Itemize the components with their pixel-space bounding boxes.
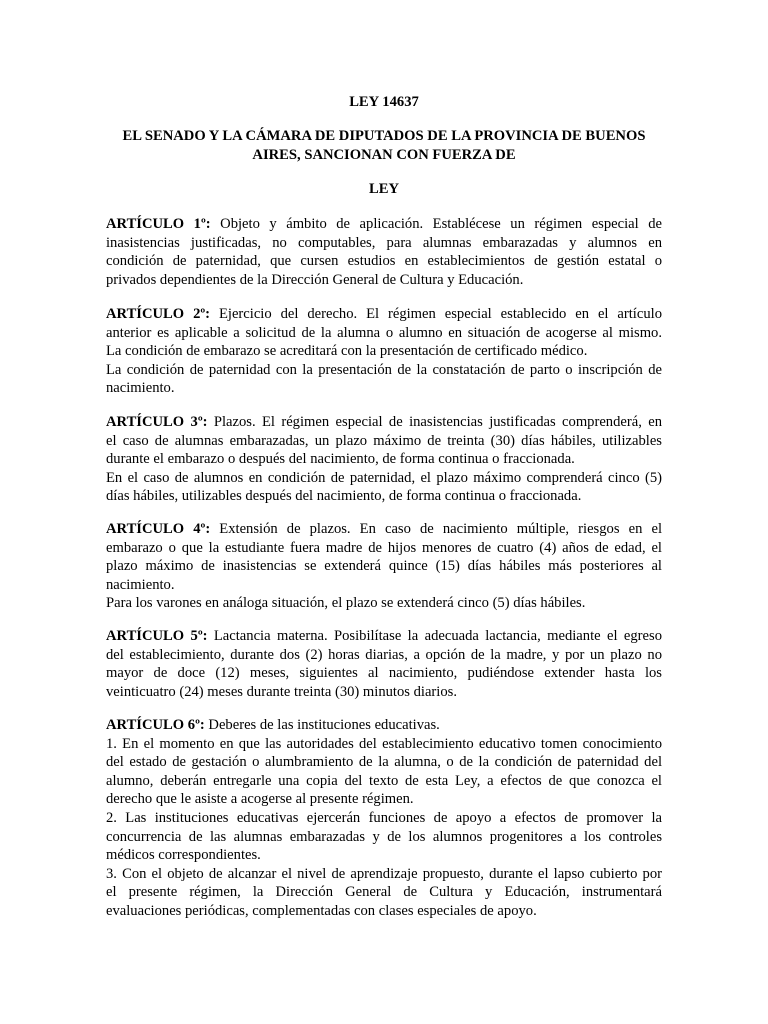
article-line: La condición de embarazo se acreditará con la presentación de certificado médico. — [106, 343, 588, 360]
law-number: LEY 14637 — [349, 94, 419, 110]
article-text: Objeto y ámbito de aplicación. Establécese un régimen especial de — [210, 216, 662, 232]
article-text: Deberes de las instituciones educativas. — [204, 717, 440, 733]
article-line: Para los varones en análoga situación, el plazo se extenderá cinco (5) días hábiles. — [106, 595, 586, 612]
article-line: inasistencias justificadas, no computables, para alumnas embarazadas y alumnos en — [106, 234, 662, 251]
article-label: ARTÍCULO 3º: — [106, 414, 208, 430]
article-line — [106, 305, 662, 324]
article-line: En el caso de alumnos en condición de paternidad, el plazo máximo comprenderá cinco (5) — [106, 469, 662, 486]
ley-title: LEY — [368, 181, 399, 197]
article-line — [106, 716, 662, 735]
article-line: evaluaciones periódicas, complementadas con clases especiales de apoyo. — [106, 902, 537, 919]
article-line: médicos correspondientes. — [106, 847, 261, 864]
article-line — [106, 413, 662, 432]
article-label: ARTÍCULO 5º: — [106, 628, 208, 644]
enacting-heading — [106, 127, 662, 164]
article-line — [106, 520, 662, 539]
article-line: 2. Las instituciones educativas ejercerán funciones de apoyo a efectos de promover la — [106, 809, 662, 826]
article-4 — [106, 520, 662, 613]
article-line: privados dependientes de la Dirección General de Cultura y Educación. — [106, 271, 524, 288]
heading-line: EL SENADO Y LA CÁMARA DE DIPUTADOS DE LA PROVINCIA DE BUENOS — [122, 128, 646, 144]
article-line: 3. Con el objeto de alcanzar el nivel de aprendizaje propuesto, durante el lapso cubierto por — [106, 865, 662, 882]
article-6 — [106, 716, 662, 921]
article-line: días hábiles, utilizables después del nacimiento, de forma continua o fraccionada. — [106, 488, 582, 505]
article-line: alumno, deberán entregarle una copia del texto de esta Ley, a efectos de que conozca el — [106, 772, 662, 789]
article-line: veinticuatro (24) meses durante treinta (30) minutos diarios. — [106, 683, 457, 700]
article-line: el caso de alumnas embarazadas, un plazo máximo de treinta (30) días hábiles, utilizables — [106, 432, 662, 449]
article-line: nacimiento. — [106, 576, 175, 593]
article-line: derecho que le asiste a acogerse al presente régimen. — [106, 791, 414, 808]
article-5 — [106, 627, 662, 701]
article-text: Extensión de plazos. En caso de nacimiento múltiple, riesgos en el — [210, 521, 662, 537]
article-line: embarazo o que la estudiante fuera madre de hijos menores de cuatro (4) años de edad, el — [106, 539, 662, 556]
article-line: nacimiento. — [106, 380, 175, 397]
article-line: mayor de doce (12) meses, siguientes al nacimiento, pudiéndose extender hasta los — [106, 665, 662, 682]
article-label: ARTÍCULO 1º: — [106, 216, 211, 232]
article-text: Lactancia materna. Posibilítase la adecuada lactancia, mediante el egreso — [207, 628, 662, 644]
article-label: ARTÍCULO 6º: — [106, 717, 205, 733]
article-line: concurrencia de las alumnas embarazadas y de los alumnos progenitores a los controles — [106, 828, 662, 845]
article-line: durante el embarazo o después del nacimiento, de forma continua o fraccionada. — [106, 451, 575, 468]
article-line: anterior es aplicable a solicitud de la alumna o alumno en situación de acogerse al mismo. — [106, 324, 662, 341]
article-line: del estado de gestación o alumbramiento de la alumna, o de la condición de paternidad del — [106, 754, 662, 771]
article-2 — [106, 305, 662, 398]
article-line — [106, 627, 662, 646]
article-line: del establecimiento, durante dos (2) horas diarias, a opción de la madre, y por un plazo no — [106, 646, 662, 663]
article-line — [106, 215, 662, 234]
article-line: el presente régimen, la Dirección General de Cultura y Educación, instrumentará — [106, 884, 662, 901]
article-line: 1. En el momento en que las autoridades del establecimiento educativo tomen conocimiento — [106, 735, 662, 752]
article-line: plazo máximo de inasistencias se extenderá quince (15) días hábiles más posteriores al — [106, 558, 662, 575]
heading-line: AIRES, SANCIONAN CON FUERZA DE — [252, 146, 516, 163]
article-line: La condición de paternidad con la presentación de la constatación de parto o inscripción de — [106, 361, 662, 378]
article-line: condición de paternidad, que cursen estudios en establecimientos de gestión estatal o — [106, 253, 662, 270]
article-3 — [106, 413, 662, 506]
article-1 — [106, 215, 662, 289]
article-text: Plazos. El régimen especial de inasistencias justificadas comprenderá, en — [207, 414, 662, 430]
article-label: ARTÍCULO 4º: — [106, 521, 211, 537]
article-label: ARTÍCULO 2º: — [106, 306, 211, 322]
article-text: Ejercicio del derecho. El régimen especial establecido en el artículo — [210, 306, 662, 322]
